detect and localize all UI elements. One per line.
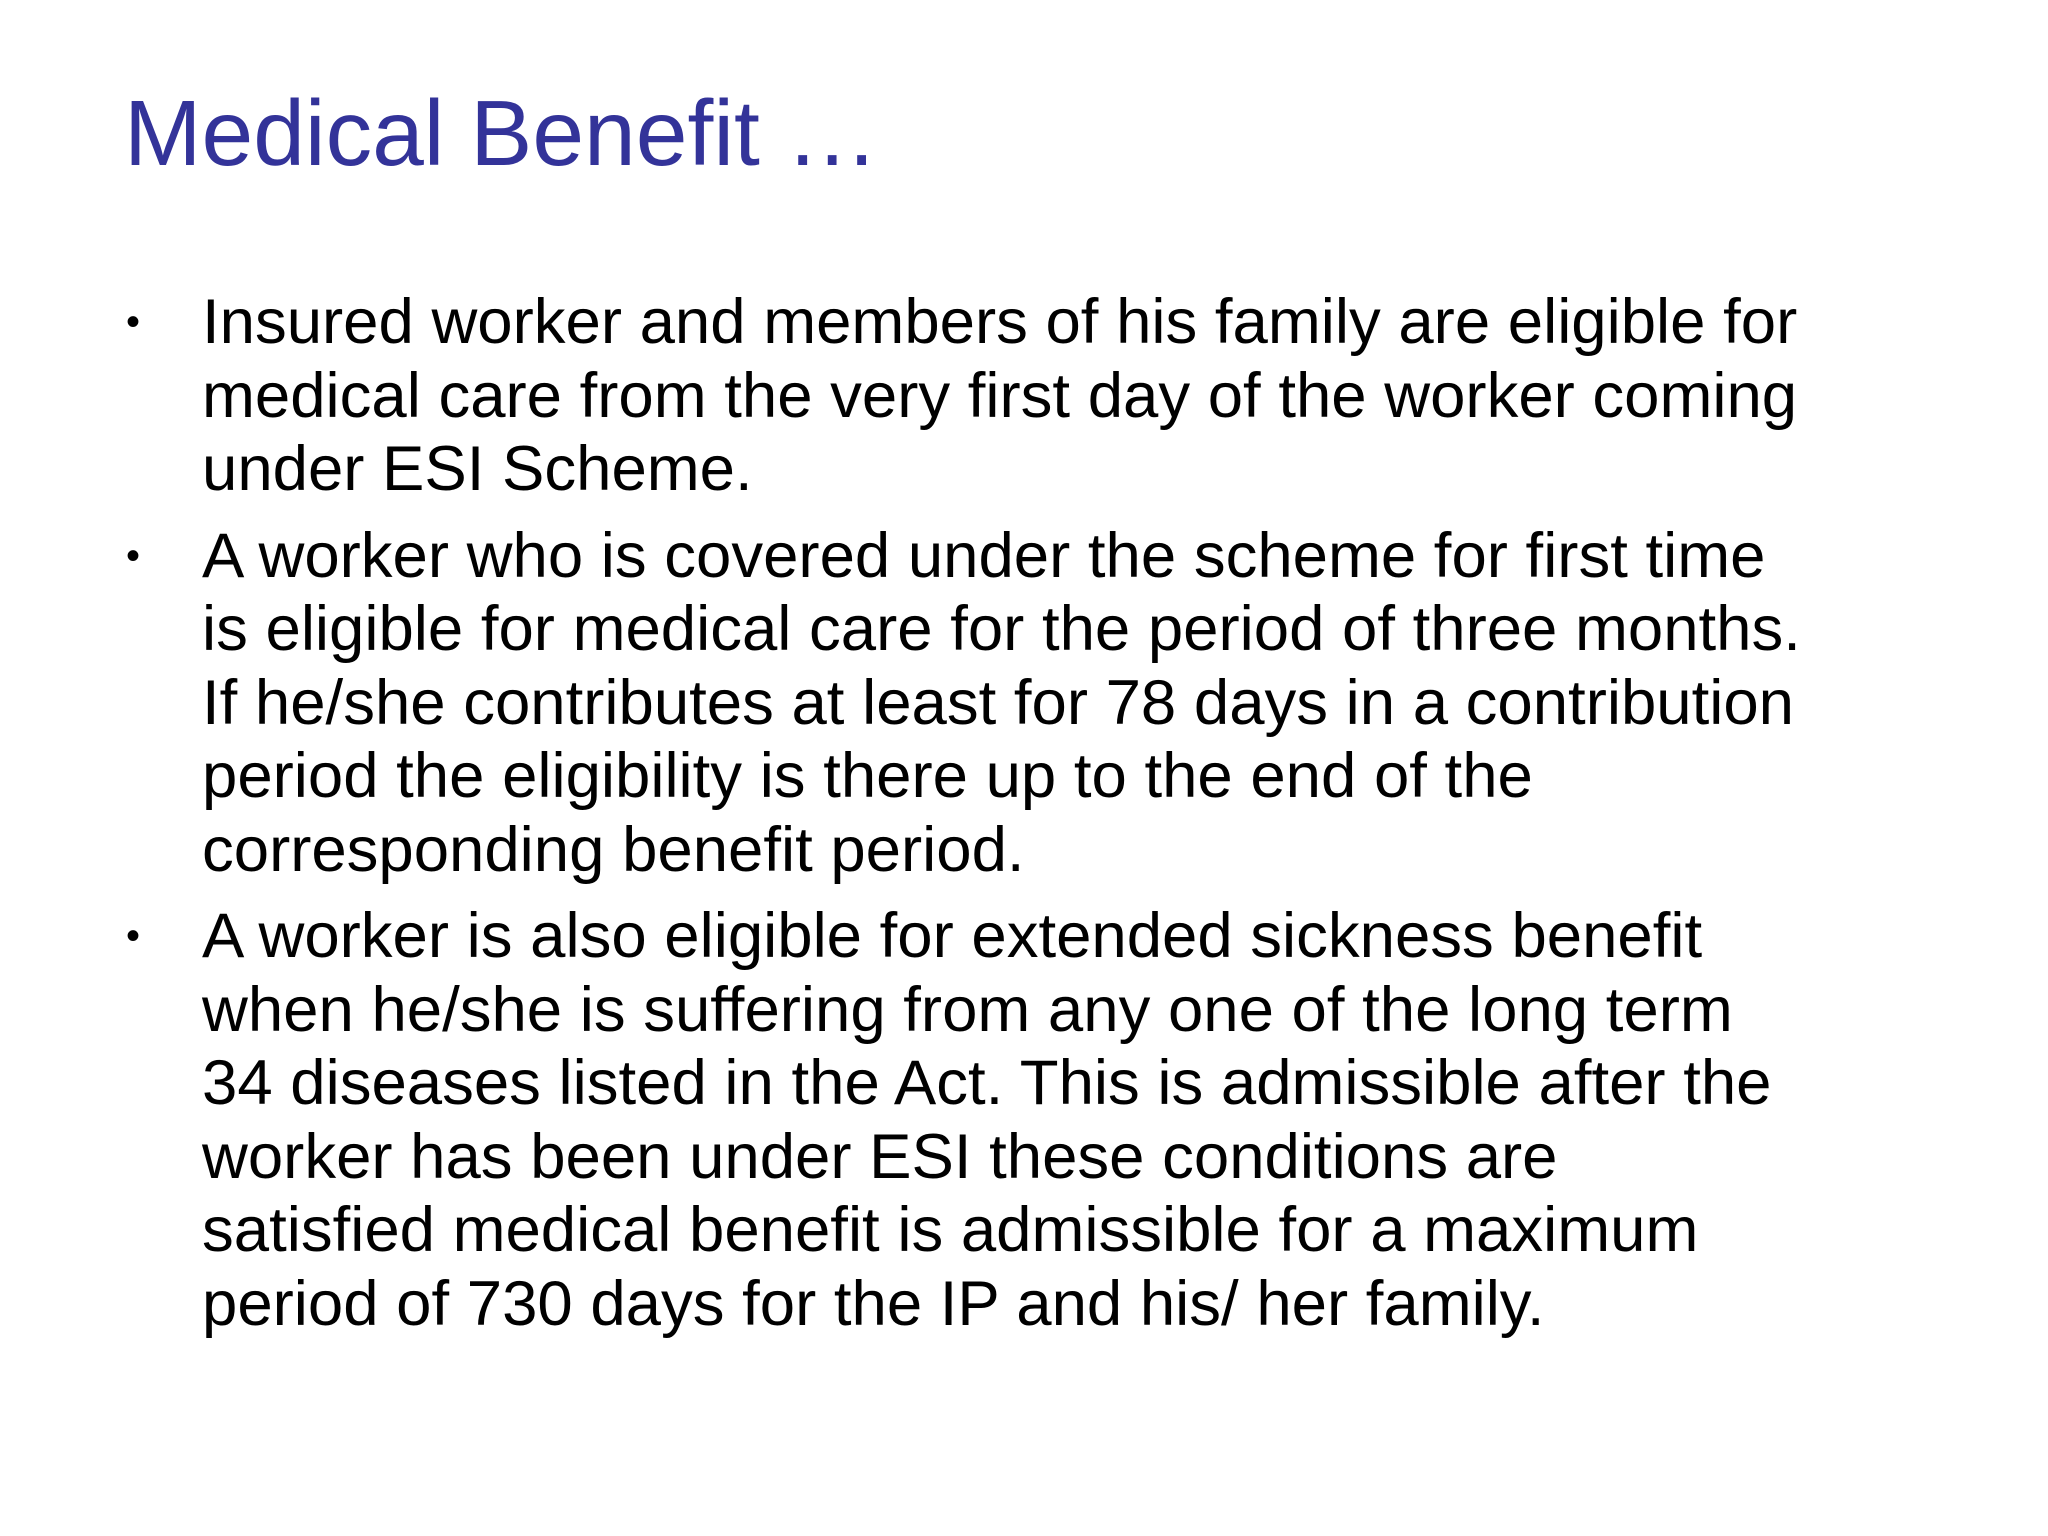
bullet-icon: •	[126, 533, 141, 578]
slide-title: Medical Benefit …	[124, 81, 879, 185]
bullet-text-line: satisfied medical benefit is admissible for a maximum	[202, 1195, 1699, 1265]
bullet-text-line: under ESI Scheme.	[202, 434, 753, 504]
bullet-text-line: 34 diseases listed in the Act. This is admissible after the	[202, 1048, 1772, 1118]
bullet-list	[124, 286, 1954, 1354]
bullet-text-line: period the eligibility is there up to the end of the	[202, 741, 1533, 811]
bullet-text-line: medical care from the very first day of the worker coming	[202, 360, 1798, 431]
bullet-text-line: period of 730 days for the IP and his/ her family.	[202, 1268, 1545, 1339]
bullet-text-line: A worker who is covered under the scheme for first time	[202, 520, 1766, 591]
bullet-text-line: when he/she is suffering from any one of the long term	[202, 974, 1733, 1045]
bullet-text-line: corresponding benefit period.	[202, 814, 1025, 885]
bullet-text-line: is eligible for medical care for the period of three months.	[202, 594, 1801, 664]
bullet-icon: •	[126, 300, 141, 344]
bullet-item-first-time-coverage	[124, 520, 1954, 888]
bullet-item-eligibility-family	[124, 286, 1954, 507]
bullet-text-line: If he/she contributes at least for 78 days in a contribution	[202, 667, 1794, 738]
bullet-icon: •	[126, 914, 141, 958]
bullet-text-line: worker has been under ESI these conditions are	[202, 1121, 1558, 1192]
bullet-item-extended-sickness	[124, 900, 1954, 1341]
bullet-text-line: Insured worker and members of his family are eligible for	[202, 287, 1798, 357]
bullet-text-line: A worker is also eligible for extended sickness benefit	[202, 901, 1703, 971]
